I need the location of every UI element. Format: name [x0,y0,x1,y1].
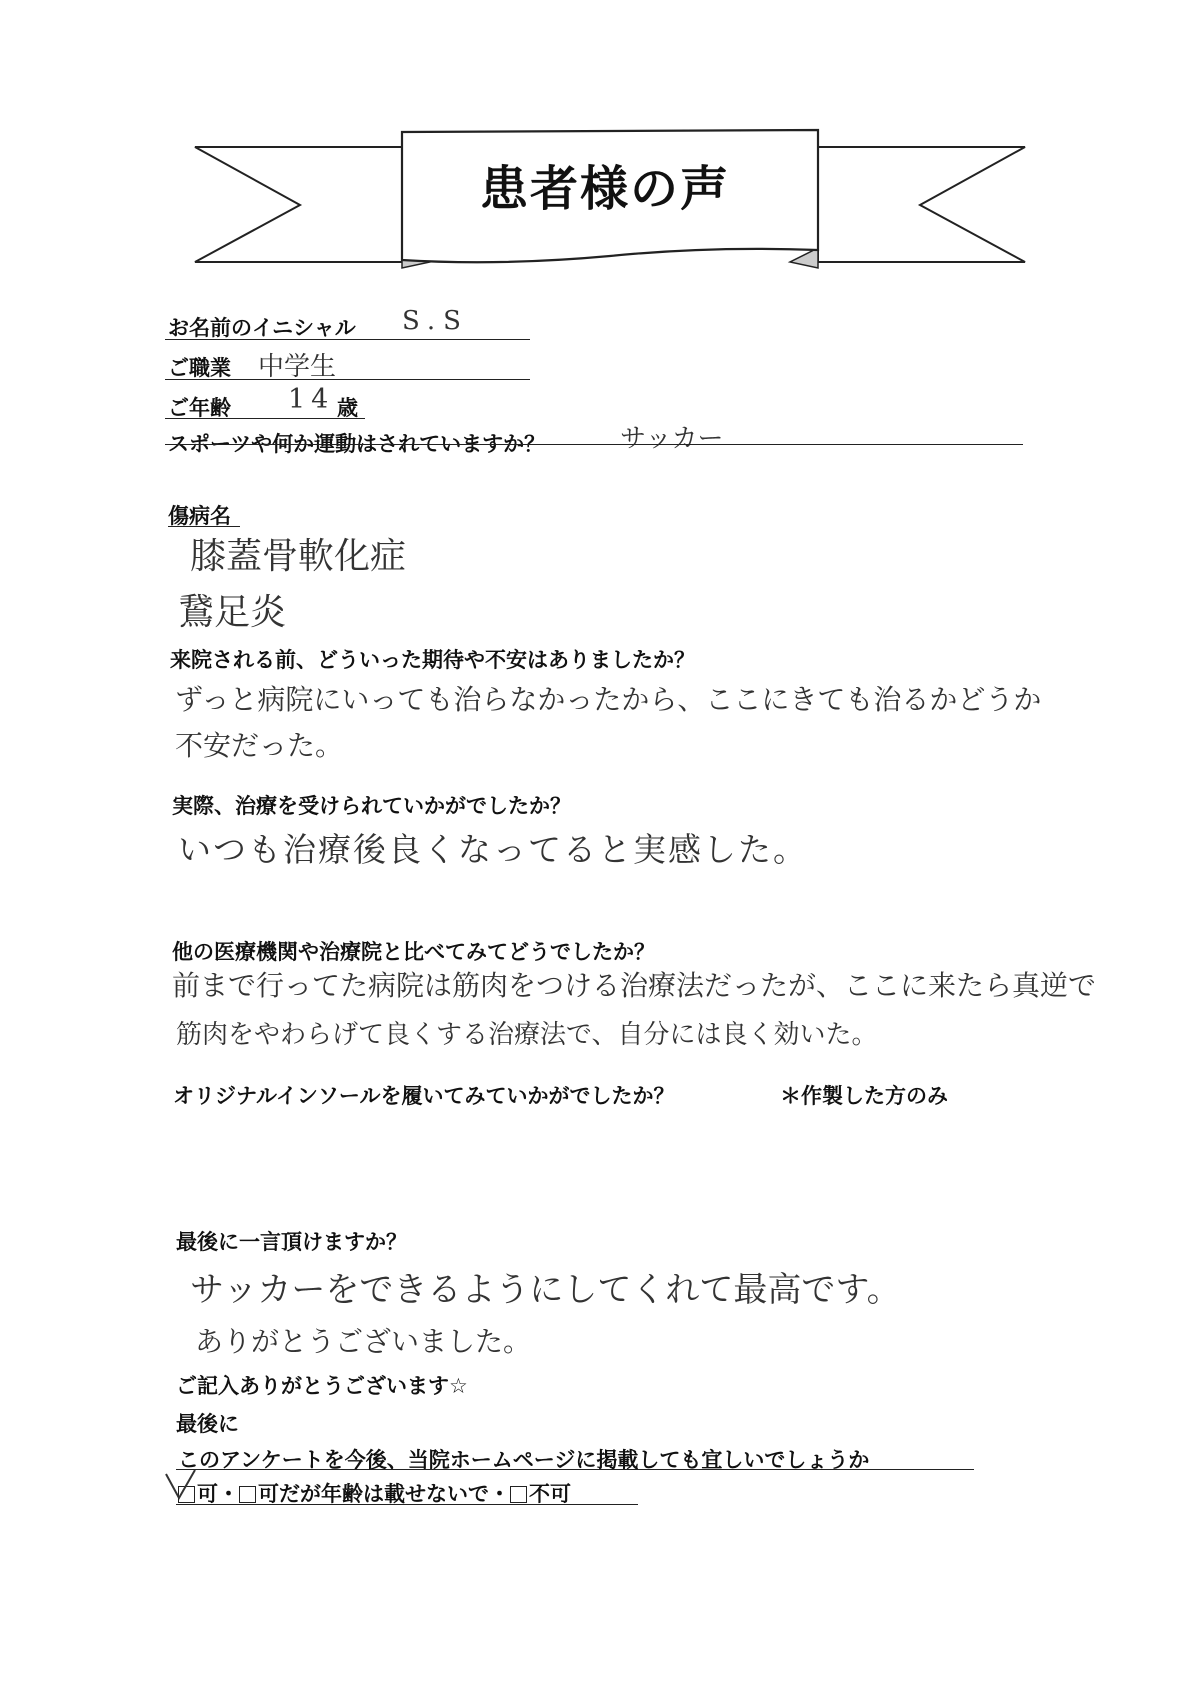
diagnosis-underline [168,526,240,527]
diagnosis-line2: 鵞足炎 [178,592,287,633]
sport-label: スポーツや何か運動はされていますか？ [168,432,546,456]
insole-note: ＊作製した方のみ [780,1084,948,1108]
age-underline [165,418,365,419]
thanks-text: ご記入ありがとうございます☆ [176,1374,468,1398]
insole-question: オリジナルインソールを履いてみていかがでしたか？ [173,1084,675,1108]
compare-answer-line2: 筋肉をやわらげて良くする治療法で、自分には良く効いた。 [176,1020,878,1050]
treatment-answer: いつも治療後良くなってると実感した。 [178,830,808,869]
treatment-question: 実際、治療を受けられていかがでしたか？ [172,794,571,818]
job-value: 中学生 [258,352,337,382]
age-label: ご年齢 [168,396,231,420]
last-heading: 最後に [176,1412,239,1436]
option-no-age-checkbox[interactable] [239,1486,256,1503]
compare-question: 他の医療機関や治療院と比べてみてどうでしたか？ [172,940,655,964]
age-value: 14 [288,384,335,415]
option-no-label: 不可 [529,1482,571,1506]
sport-value: サッカー [620,424,724,454]
compare-answer-line1: 前まで行ってた病院は筋肉をつける治療法だったが、ここに来たら真逆で [172,969,1097,1002]
consent-question: このアンケートを今後、当院ホームページに掲載しても宜しいでしょうか [178,1448,870,1472]
job-underline [165,379,530,380]
option-no-checkbox[interactable] [510,1486,527,1503]
expectation-answer-line1: ずっと病院にいっても治らなかったから、ここにきても治るかどうか [175,683,1042,716]
initials-value: S.S [402,306,469,336]
options-underline [176,1504,638,1505]
final-answer-line1: サッカーをできるようにしてくれて最高です。 [190,1270,901,1310]
expectation-answer-line2: 不安だった。 [175,729,344,762]
final-answer-line2: ありがとうございました。 [195,1325,532,1358]
page-title: 患者様の声 [479,161,730,217]
initials-label: お名前のイニシャル [168,316,356,340]
consent-underline [176,1469,974,1470]
diagnosis-line1: 膝蓋骨軟化症 [190,536,407,577]
option-yes-label: 可・ [197,1482,239,1506]
age-unit: 歳 [337,396,358,420]
diagnosis-label: 傷病名 [168,504,231,528]
expectation-question: 来院される前、どういった期待や不安はありましたか？ [170,648,695,672]
option-no-age-label: 可だが年齢は載せないで・ [258,1482,510,1506]
initials-underline [165,339,530,340]
job-label: ご職業 [168,356,231,380]
sport-underline [165,444,1023,445]
check-mark-icon [163,1468,203,1508]
final-question: 最後に一言頂けますか？ [176,1230,407,1254]
